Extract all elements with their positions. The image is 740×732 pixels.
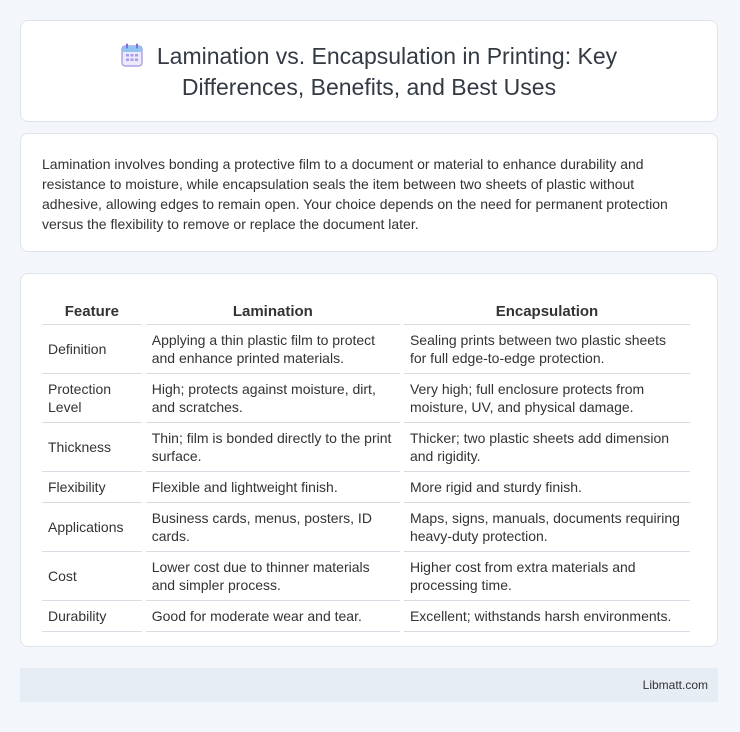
table-cell: Applications [42,503,142,552]
header-feature: Feature [42,294,142,325]
table-row [42,374,690,423]
table-row [42,552,690,601]
table-cell: Sealing prints between two plastic sheets for full edge-to-edge protection. [404,325,690,374]
calendar-icon [121,43,143,73]
table-cell: High; protects against moisture, dirt, and scratches. [146,374,400,423]
footer-brand-link[interactable]: Libmatt.com [642,678,708,692]
footer [20,668,718,702]
table-cell: Good for moderate wear and tear. [146,601,400,632]
table-cell: Thickness [42,423,142,472]
table-cell: Flexible and lightweight finish. [146,472,400,503]
comparison-table-card [20,273,718,647]
header-lamination: Lamination [146,294,400,325]
table-cell: Thin; film is bonded directly to the print surface. [146,423,400,472]
page-title [89,42,649,101]
table-header-row [42,294,690,325]
table-row [42,472,690,503]
table-cell: Applying a thin plastic film to protect and enhance printed materials. [146,325,400,374]
table-cell: Protection Level [42,374,142,423]
table-row [42,503,690,552]
table-row [42,325,690,374]
table-cell: Flexibility [42,472,142,503]
table-row [42,601,690,632]
table-cell: Cost [42,552,142,601]
summary-card [20,133,718,252]
table-cell: Excellent; withstands harsh environments. [404,601,690,632]
title-text: Lamination vs. Encapsulation in Printing: Key Differences, Benefits, and Best Uses [156,42,618,100]
table-row [42,423,690,472]
table-cell: Business cards, menus, posters, ID cards. [146,503,400,552]
table-cell: Higher cost from extra materials and processing time. [404,552,690,601]
comparison-table [38,294,694,632]
table-cell: Lower cost due to thinner materials and simpler process. [146,552,400,601]
table-cell: Durability [42,601,142,632]
table-cell: Maps, signs, manuals, documents requiring heavy-duty protection. [404,503,690,552]
table-cell: Thicker; two plastic sheets add dimension and rigidity. [404,423,690,472]
table-cell: Definition [42,325,142,374]
header-encapsulation: Encapsulation [404,294,690,325]
summary-text: Lamination involves bonding a protective film to a document or material to enhance durability and resistance to moisture, while encapsulation seals the item between two sheets of plastic without adhesive, allowing edges to remain open. Your choice depends on the need for permanent protection versus the flexibility to remove or replace the document later. [42,156,668,232]
table-cell: More rigid and sturdy finish. [404,472,690,503]
title-card [20,20,718,122]
table-cell: Very high; full enclosure protects from moisture, UV, and physical damage. [404,374,690,423]
